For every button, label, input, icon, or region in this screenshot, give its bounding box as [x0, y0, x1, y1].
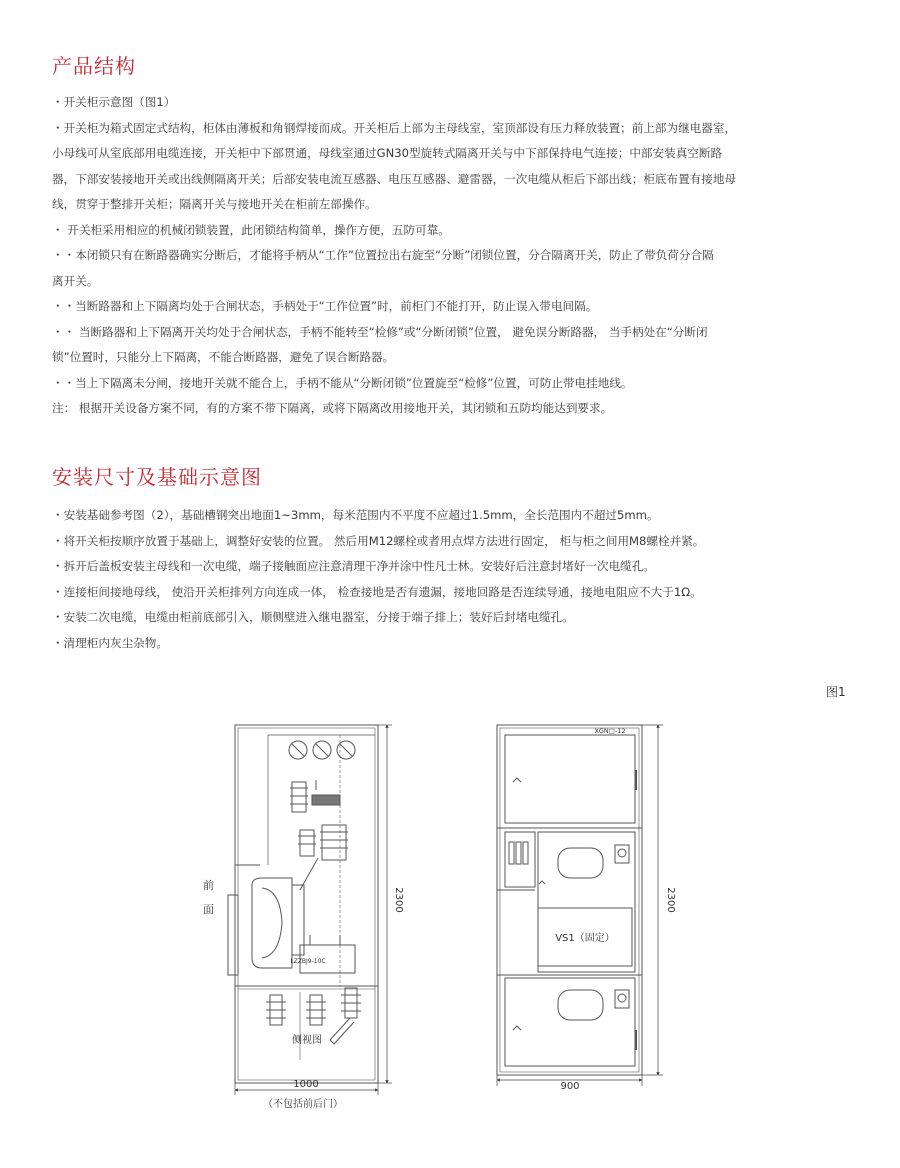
text-line: ・拆开后盖板安装主母线和一次电缆，端子接触面应注意清理干净并涂中性凡士林。安装好后注意封堵好一次电缆孔。	[52, 559, 655, 573]
front-height-dim: 2300	[665, 887, 676, 913]
front-cabinet-outline	[497, 725, 642, 1075]
side-height-dim: 2300	[393, 887, 404, 913]
text-line: ・・本闭锁只有在断路器确实分断后，才能将手柄从“工作”位置拉出右旋至“分断”闭锁位置，分合隔离开关，防止了带负荷分合隔	[52, 248, 714, 262]
text-line: 线，贯穿于整排开关柜；隔离开关与接地开关在柜前左部操作。	[52, 197, 377, 211]
side-view-caption: 侧视图	[292, 1035, 322, 1046]
front-label-2: 面	[203, 903, 214, 916]
text-line: ・开关柜为箱式固定式结构，柜体由薄板和角钢焊接而成。开关柜后上部为主母线室，室顶部设有压力释放装置；前上部为继电器室，	[52, 120, 737, 135]
text-line: 离开关。	[52, 273, 99, 288]
text-line: ・连接柜间接地母线， 使沿开关柜排列方向连成一体， 检查接地是否有遗漏，接地回路是否连续导通，接地电阻应不大于1Ω。	[52, 584, 702, 599]
text-line: ・将开关柜按顺序放置于基础上，调整好安装的位置。 然后用M12螺栓或者用点焊方法进行固定， 柜与柜之间用M8螺栓并紧。	[52, 533, 705, 548]
model-label: XGN□-12	[594, 727, 626, 735]
front-door-handle-area	[228, 895, 238, 975]
text-line: 小母线可从室底部用电缆连接，开关柜中下部贯通，母线室通过GN30型旋转式隔离开关与中下部保持电气连接；中部安装真空断路	[52, 146, 723, 160]
meters	[289, 741, 355, 759]
side-width-dim: 1000	[293, 1079, 319, 1090]
front-dimensions	[497, 725, 663, 1086]
text-line: 锁”位置时，只能分上下隔离，不能合断路器，避免了误合断路器。	[52, 350, 395, 364]
text-line: ・安装基础参考图（2），基础槽钢突出地面1~3mm，每米范围内不平度不应超过1.5mm，全长范围内不超过5mm。	[52, 508, 659, 522]
text-line: ・・当上下隔离未分闸，接地开关就不能合上，手柄不能从“分断闭锁”位置旋至“检修”位置，可防止带电挂地线。	[52, 375, 633, 390]
front-view	[497, 725, 663, 1086]
text-line: 器，下部安装接地开关或出线侧隔离开关；后部安装电流互感器、电压互感器、避雷器，一次电缆从柜后下部出线；柜底布置有接地母	[52, 171, 737, 186]
section-title-product-structure: 产品结构	[52, 54, 136, 78]
front-width-dim: 900	[560, 1081, 580, 1092]
text-line: ・・当断路器和上下隔离均处于合闸状态，手柄处于“工作位置”时，前柜门不能打开，防止误入带电间隔。	[52, 299, 598, 313]
figure-label: 图1	[826, 685, 846, 699]
top-isolator	[290, 780, 348, 890]
text-line: ・清理柜内灰尘杂物。	[52, 635, 168, 650]
text-line: 注： 根据开关设备方案不同，有的方案不带下隔离，或将下隔离改用接地开关，其闭锁和五防均能达到要求。	[52, 401, 613, 415]
breaker-room-door	[538, 832, 635, 972]
ct-label: LZZBJ9-10C	[290, 958, 326, 965]
text-line: ・开关柜示意图（图1）	[52, 95, 176, 109]
text-line: ・安装二次电缆，电缆由柜前底部引入，顺侧壁进入继电器室，分接于端子排上；装好后封堵电缆孔。	[52, 610, 574, 624]
text-line: ・ 开关柜采用相应的机械闭锁装置，此闭锁结构简单，操作方便，五防可靠。	[52, 222, 450, 237]
side-width-note: （不包括前后门）	[263, 1099, 343, 1110]
lower-isolator	[266, 988, 361, 1060]
text-line: ・・ 当断路器和上下隔离开关均处于合闸状态，手柄不能转至“检修”或“分断闭锁”位置， 避免误分断路器， 当手柄处在“分断闭	[52, 324, 708, 339]
side-cabinet-outline	[235, 725, 378, 1083]
front-label-1: 前	[203, 879, 214, 892]
relay-room-door	[505, 735, 635, 823]
section-title-installation: 安装尺寸及基础示意图	[52, 465, 262, 489]
breaker-label: VS1（固定）	[555, 933, 615, 944]
